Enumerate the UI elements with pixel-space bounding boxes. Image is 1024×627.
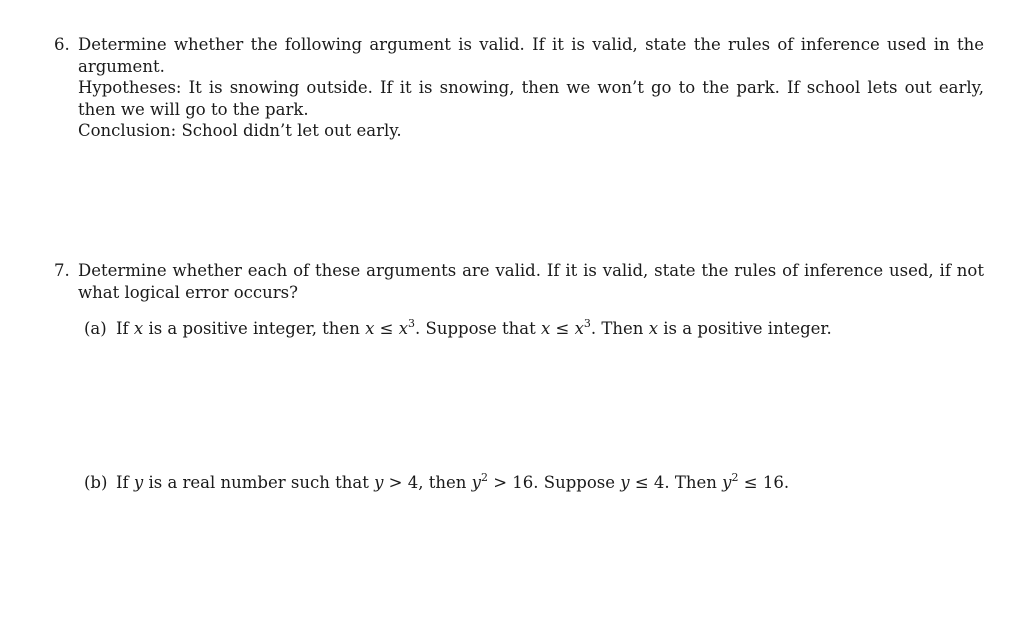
- text-run: If: [116, 319, 129, 338]
- math-relation: >: [388, 473, 403, 492]
- text-run: If: [116, 473, 129, 492]
- text-run: . Then: [590, 319, 644, 338]
- math-var: y: [471, 473, 481, 492]
- math-var: y: [722, 473, 732, 492]
- math-var: x: [574, 319, 584, 338]
- text-run: 4. Then: [653, 473, 717, 492]
- math-var: y: [133, 473, 144, 492]
- math-exponent: 2: [480, 471, 488, 484]
- math-exponent: 2: [731, 471, 739, 484]
- math-var: x: [365, 319, 375, 338]
- math-var: y: [620, 473, 630, 492]
- text-run: . Suppose that: [415, 319, 536, 338]
- math-relation: ≤: [743, 473, 758, 492]
- text-run: 16.: [762, 473, 790, 492]
- problem-6-body: [78, 34, 984, 142]
- problem-7-body: [78, 260, 984, 303]
- math-exponent: 3: [583, 317, 591, 330]
- math-var: x: [648, 319, 658, 338]
- problem-7-number: 7.: [54, 261, 70, 280]
- part-a-label: (a): [84, 319, 107, 338]
- math-var: x: [133, 319, 144, 338]
- math-relation: >: [493, 473, 508, 492]
- part-a-text: [116, 319, 832, 338]
- problem-7: [54, 260, 984, 303]
- math-relation: ≤: [634, 473, 649, 492]
- problem-6: [54, 34, 984, 142]
- math-exponent: 3: [408, 317, 416, 330]
- text-run: is a positive integer, then: [148, 319, 360, 338]
- math-var: y: [374, 473, 384, 492]
- text-run: 16. Suppose: [512, 473, 615, 492]
- part-b-text: [116, 473, 789, 492]
- math-var: x: [540, 319, 551, 338]
- problem-7-part-b: [84, 472, 984, 494]
- problem-6-conclusion: Conclusion: School didn’t let out early.: [78, 121, 402, 140]
- problem-7-part-a: [84, 318, 984, 340]
- text-run: 4, then: [407, 473, 467, 492]
- problem-6-number: 6.: [54, 35, 70, 54]
- part-b-label: (b): [84, 473, 108, 492]
- problem-7-intro: Determine whether each of these arguments are valid. If it is valid, state the rules of inference used, if not what logical error occurs?: [78, 261, 984, 302]
- text-run: is a real number such that: [148, 473, 369, 492]
- problem-6-intro: Determine whether the following argument is valid. If it is valid, state the rules of inference used in the argument.: [78, 35, 984, 76]
- problem-6-hypotheses: Hypotheses: It is snowing outside. If it is snowing, then we won’t go to the park. If school lets out early, then we will go to the park.: [78, 78, 984, 119]
- math-relation: ≤: [555, 319, 570, 338]
- math-var: x: [398, 319, 409, 338]
- text-run: is a positive integer.: [663, 319, 832, 338]
- math-relation: ≤: [379, 319, 394, 338]
